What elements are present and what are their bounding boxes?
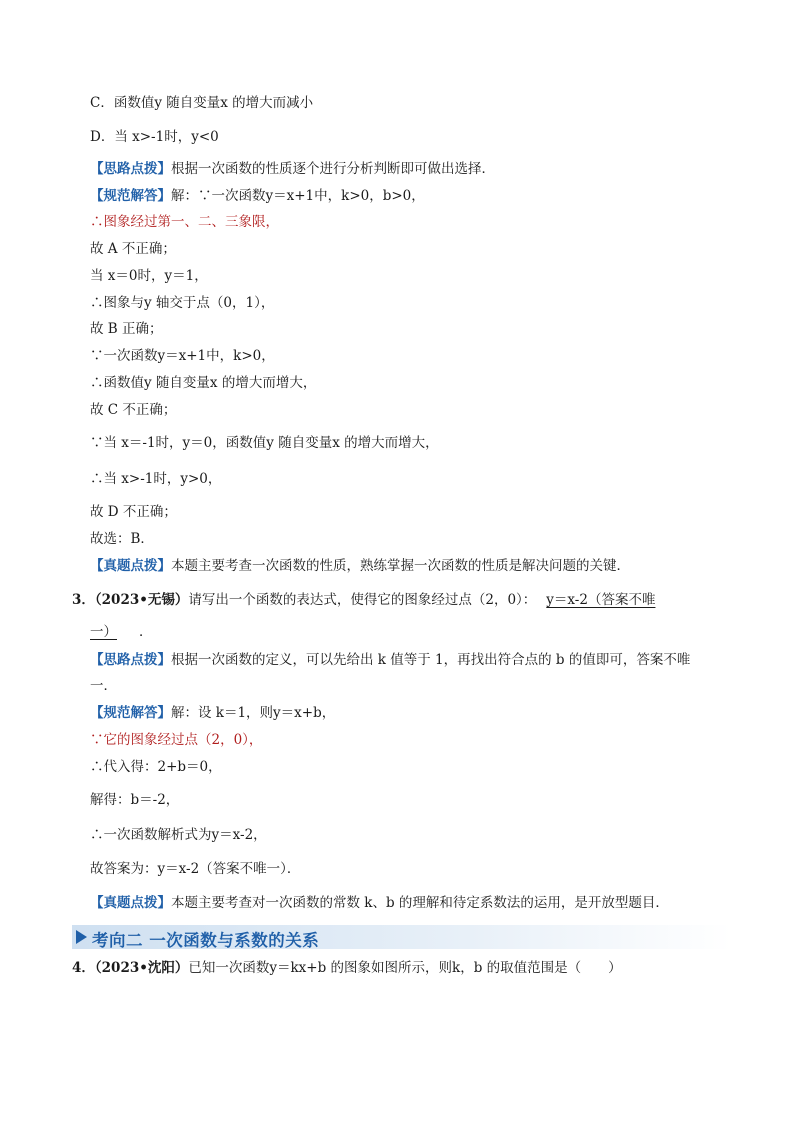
hint-tag: 【思路点拨】 [90, 161, 171, 177]
q3-solution-line-5: ∴一次函数解析式为y＝x-2， [90, 827, 267, 843]
solution-tag: 【规范解答】 [90, 188, 171, 204]
q3-tip-line [90, 894, 669, 912]
solution-line-4: 当 x＝0时，y＝1， [90, 268, 208, 284]
question-number: 4． [72, 960, 95, 976]
q3-solution-line-3: ∴代入得：2+b＝0， [90, 759, 222, 775]
q3-solution-line-1 [90, 704, 335, 722]
solution-line-8: ∴函数值y 随自变量x 的增大而增大， [90, 375, 317, 391]
solution-line-11: ∴当 x>-1时，y>0， [90, 471, 222, 487]
question-4-stem [72, 959, 622, 977]
question-3-stem [72, 591, 655, 609]
q3-solution-tag: 【规范解答】 [90, 705, 171, 721]
q3-hint-tag: 【思路点拨】 [90, 652, 171, 668]
answer-blank: y＝x-2（答案不唯 [546, 592, 656, 608]
solution-line-13: 故选：B． [90, 531, 154, 547]
solution-line-7: ∵一次函数y＝x+1中，k>0， [90, 348, 275, 364]
q3-solution-line-6: 故答案为：y＝x-2（答案不唯一）． [90, 861, 301, 877]
q3-solution-line-2: ∵它的图象经过点（2，0）， [90, 732, 263, 748]
solution-line-6: 故 B 正确； [90, 321, 163, 337]
solution-line-9: 故 C 不正确； [90, 402, 177, 418]
q3-hint-cont: 一． [90, 678, 117, 694]
option-d: D．当 x>-1时，y<0 [90, 129, 219, 145]
question-text: 已知一次函数y＝kx+b 的图象如图所示，则k，b 的取值范围是（ ） [188, 960, 622, 976]
answer-blank-cont: 一） [90, 624, 117, 640]
q3-solution-line-4: 解得：b＝-2， [90, 792, 180, 808]
q3-solution-text: 解：设 k＝1，则y＝x+b， [171, 705, 336, 721]
option-c: C．函数值y 随自变量x 的增大而减小 [90, 95, 314, 111]
question-text: 请写出一个函数的表达式，使得它的图象经过点（2，0）： [188, 592, 537, 608]
triangle-arrow-icon [76, 930, 87, 944]
question-source: （2023•无锡） [94, 592, 189, 608]
q3-hint-line [90, 651, 690, 669]
solution-line-12: 故 D 不正确； [90, 504, 177, 520]
section-title: 考向二 一次函数与系数的关系 [92, 931, 320, 950]
solution-line-10: ∵当 x＝-1时，y＝0，函数值y 随自变量x 的增大而增大， [90, 435, 439, 451]
question-end: ． [139, 624, 153, 640]
tip-text: 本题主要考查一次函数的性质，熟练掌握一次函数的性质是解决问题的关键． [171, 558, 630, 574]
tip-tag: 【真题点拨】 [90, 558, 171, 574]
solution-line-5: ∴图象与y 轴交于点（0，1）， [90, 295, 275, 311]
solution-text: 解：∵一次函数y＝x+1中，k>0，b>0， [171, 188, 425, 204]
q3-hint-text: 根据一次函数的定义，可以先给出 k 值等于 1，再找出符合点的 b 的值即可，答案不唯 [171, 652, 691, 668]
solution-line-3: 故 A 不正确； [90, 241, 176, 257]
hint-line [90, 160, 495, 178]
hint-text: 根据一次函数的性质逐个进行分析判断即可做出选择． [171, 161, 495, 177]
tip-line [90, 557, 630, 575]
q3-tip-text: 本题主要考查对一次函数的常数 k、b 的理解和待定系数法的运用，是开放型题目． [171, 895, 669, 911]
solution-line-1 [90, 187, 425, 205]
q3-tip-tag: 【真题点拨】 [90, 895, 171, 911]
question-source: （2023•沈阳） [94, 960, 189, 976]
question-number: 3． [72, 592, 95, 608]
question-3-stem-cont [90, 623, 153, 641]
solution-line-2: ∴图象经过第一、二、三象限， [90, 214, 279, 230]
section-banner [72, 925, 732, 949]
